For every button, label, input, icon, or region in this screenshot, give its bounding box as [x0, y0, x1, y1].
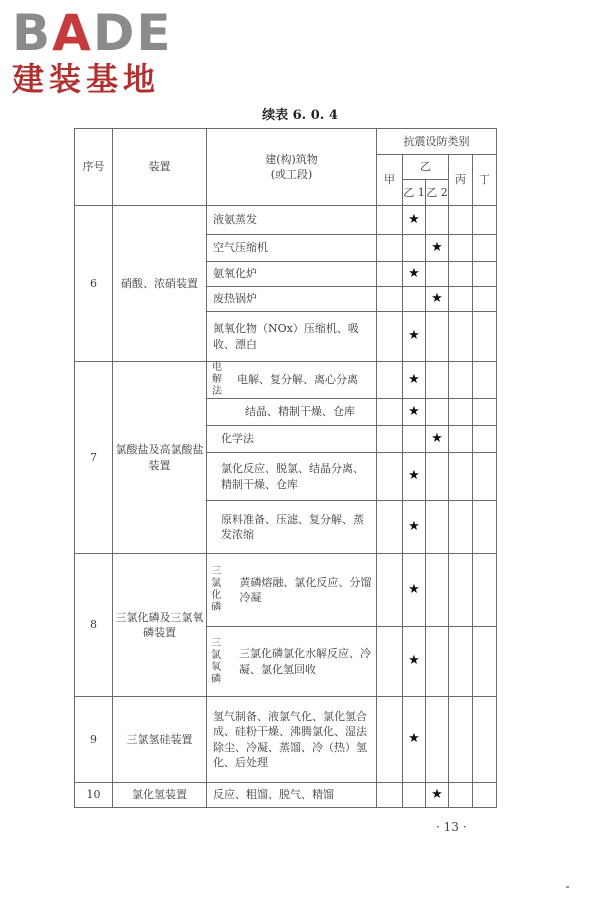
page-number: · 13 ·: [436, 820, 467, 834]
row-building: 黄磷熔融、氯化反应、分馏冷凝: [239, 575, 372, 604]
star-mark: ★: [408, 211, 420, 227]
row-device: 氯化氢装置: [113, 783, 207, 808]
logo-subtitle: 建装基地: [12, 60, 161, 98]
sub-method-label: 电解法: [212, 362, 222, 397]
star-mark: ★: [408, 653, 420, 669]
row-building: 反应、粗馏、脱气、精馏: [207, 783, 377, 808]
star-mark: ★: [431, 430, 443, 446]
scan-mark: [566, 886, 569, 888]
header-yi1: 乙 1: [403, 180, 426, 206]
star-mark: ★: [408, 403, 420, 419]
header-jia: 甲: [377, 155, 403, 206]
row-building: 液氨蒸发: [207, 206, 377, 235]
row-device: 硝酸、浓硝装置: [113, 206, 207, 362]
row-device: 三氯氢硅装置: [113, 697, 207, 783]
header-index: 序号: [75, 129, 113, 206]
star-mark: ★: [408, 468, 420, 484]
star-mark: ★: [408, 581, 420, 597]
star-mark: ★: [431, 786, 443, 802]
header-building-sub: (或工段): [270, 168, 313, 181]
table-caption: 续表 6. 0. 4: [262, 108, 338, 123]
header-building-main: 建(构)筑物: [265, 152, 318, 166]
row-device: 氯酸盐及高氯酸盐装置: [113, 362, 207, 554]
star-mark: ★: [431, 239, 443, 255]
star-mark: ★: [408, 371, 420, 387]
row-index: 10: [75, 783, 113, 808]
row-device: 三氯化磷及三氯氧磷装置: [113, 554, 207, 697]
star-mark: ★: [408, 328, 420, 344]
row-building: 三氯化磷氯化水解反应、冷凝、氯化氢回收: [239, 647, 371, 676]
row-index: 7: [75, 362, 113, 554]
row-building: 氮氧化物（NOx）压缩机、吸收、漂白: [207, 312, 377, 362]
row-index: 8: [75, 554, 113, 697]
row-building: 空气压缩机: [207, 235, 377, 262]
header-building: [207, 129, 377, 206]
row-index: 9: [75, 697, 113, 783]
star-mark: ★: [431, 290, 443, 306]
logo: [12, 4, 182, 100]
star-mark: ★: [408, 265, 420, 281]
row-index: 6: [75, 206, 113, 362]
header-ding: 丁: [473, 155, 497, 206]
sub-label-pocl3: 三氯氧磷: [211, 637, 221, 685]
header-category: 抗震设防类别: [377, 129, 497, 155]
star-mark: ★: [408, 731, 420, 747]
row-building: 氢气制备、液氯气化、氯化氢合成、硅粉干燥、沸腾氯化、湿法除尘、冷凝、蒸馏、冷（热）氢化、后处理: [207, 697, 377, 783]
header-yi2: 乙 2: [426, 180, 449, 206]
row-building: 电解、复分解、离心分离: [237, 373, 358, 387]
header-device: 装置: [113, 129, 207, 206]
row-building: 废热锅炉: [207, 287, 377, 312]
sub-label-pcl3: 三氯化磷: [211, 566, 222, 613]
row-building: 化学法: [207, 426, 377, 453]
seismic-category-table: [74, 128, 497, 808]
header-bing: 丙: [449, 155, 473, 206]
row-building: 原料准备、压滤、复分解、蒸发浓缩: [207, 501, 377, 554]
star-mark: ★: [408, 518, 420, 534]
row-building: 氯化反应、脱氯、结晶分离、精制干燥、仓库: [207, 453, 377, 501]
row-building: 氨氧化炉: [207, 262, 377, 287]
row-building: 结晶、精制干燥、仓库: [207, 399, 377, 426]
header-yi: 乙: [403, 155, 449, 180]
logo-brand: BADE: [12, 4, 173, 62]
